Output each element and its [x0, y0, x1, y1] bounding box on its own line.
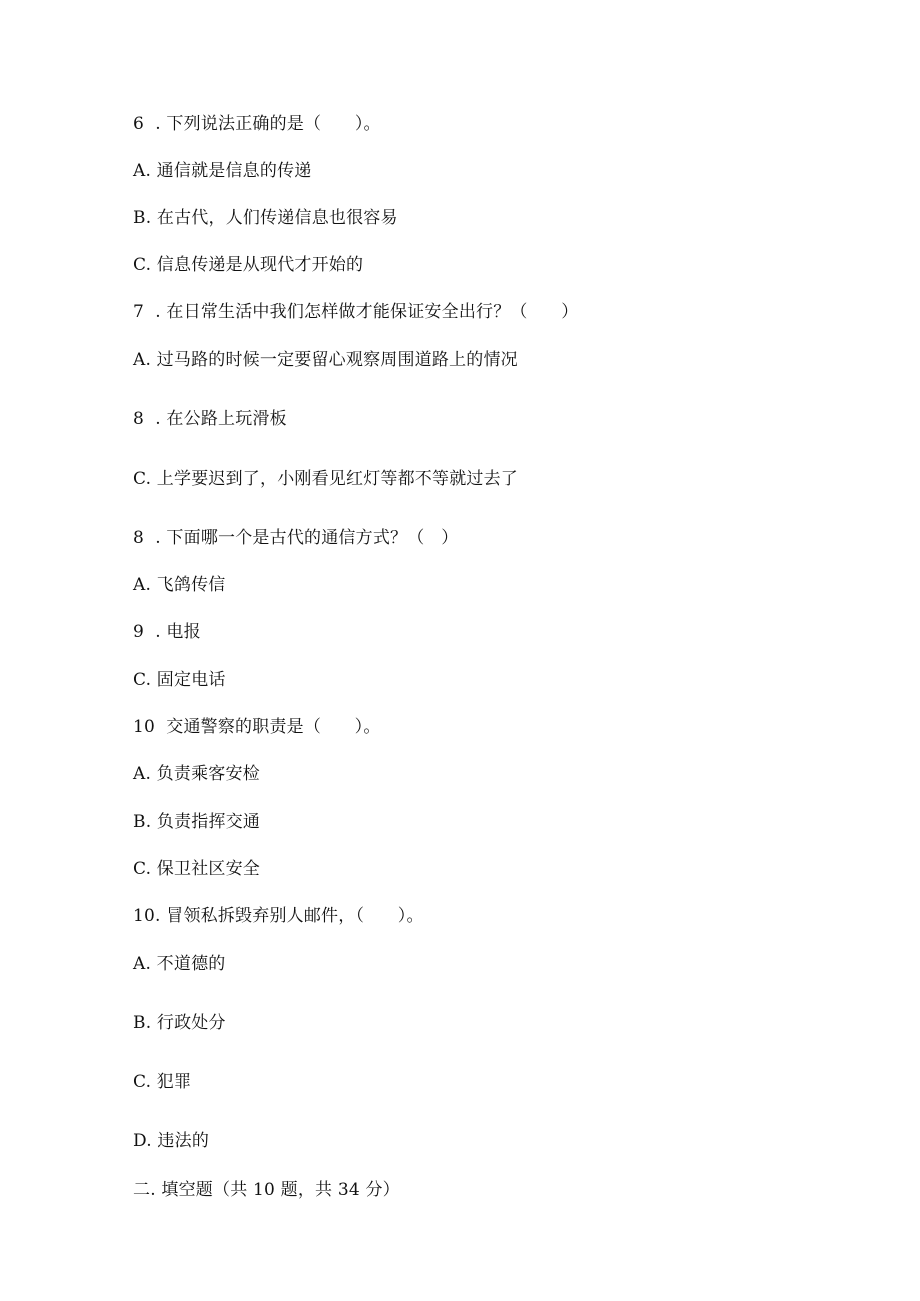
question-7-stem: 7 . 在日常生活中我们怎样做才能保证安全出行？（ ） — [133, 302, 579, 322]
question-6-stem: 6 . 下列说法正确的是（ ）。 — [133, 114, 381, 134]
question-10-option-b: B. 行政处分 — [133, 1013, 226, 1033]
question-10-option-d: D. 违法的 — [133, 1131, 210, 1151]
question-6-option-a: A. 通信就是信息的传递 — [133, 161, 312, 181]
question-9-stem: 10 交通警察的职责是（ ）。 — [133, 717, 381, 737]
question-7-option-c: C. 上学要迟到了，小刚看见红灯等都不等就过去了 — [133, 469, 519, 489]
question-8-stem: 8 . 下面哪一个是古代的通信方式？（ ） — [133, 528, 459, 548]
question-8-option-a: A. 飞鸽传信 — [133, 575, 226, 595]
section-heading-fill-in: 二. 填空题（共 10 题，共 34 分） — [133, 1180, 400, 1200]
question-10-option-a: A. 不道德的 — [133, 954, 226, 974]
question-9-option-b: B. 负责指挥交通 — [133, 812, 261, 832]
question-9-option-a: A. 负责乘客安检 — [133, 764, 260, 784]
question-9-option-c: C. 保卫社区安全 — [133, 859, 261, 879]
question-8-option-b: 9 . 电报 — [133, 622, 201, 642]
question-8-option-c: C. 固定电话 — [133, 670, 226, 690]
question-6-option-c: C. 信息传递是从现代才开始的 — [133, 255, 364, 275]
question-7-option-b: 8 . 在公路上玩滑板 — [133, 409, 287, 429]
question-7-option-a: A. 过马路的时候一定要留心观察周围道路上的情况 — [133, 350, 518, 370]
question-10-option-c: C. 犯罪 — [133, 1072, 192, 1092]
question-6-option-b: B. 在古代，人们传递信息也很容易 — [133, 208, 398, 228]
question-10-stem: 10. 冒领私拆毁弃别人邮件，（ ）。 — [133, 906, 424, 926]
